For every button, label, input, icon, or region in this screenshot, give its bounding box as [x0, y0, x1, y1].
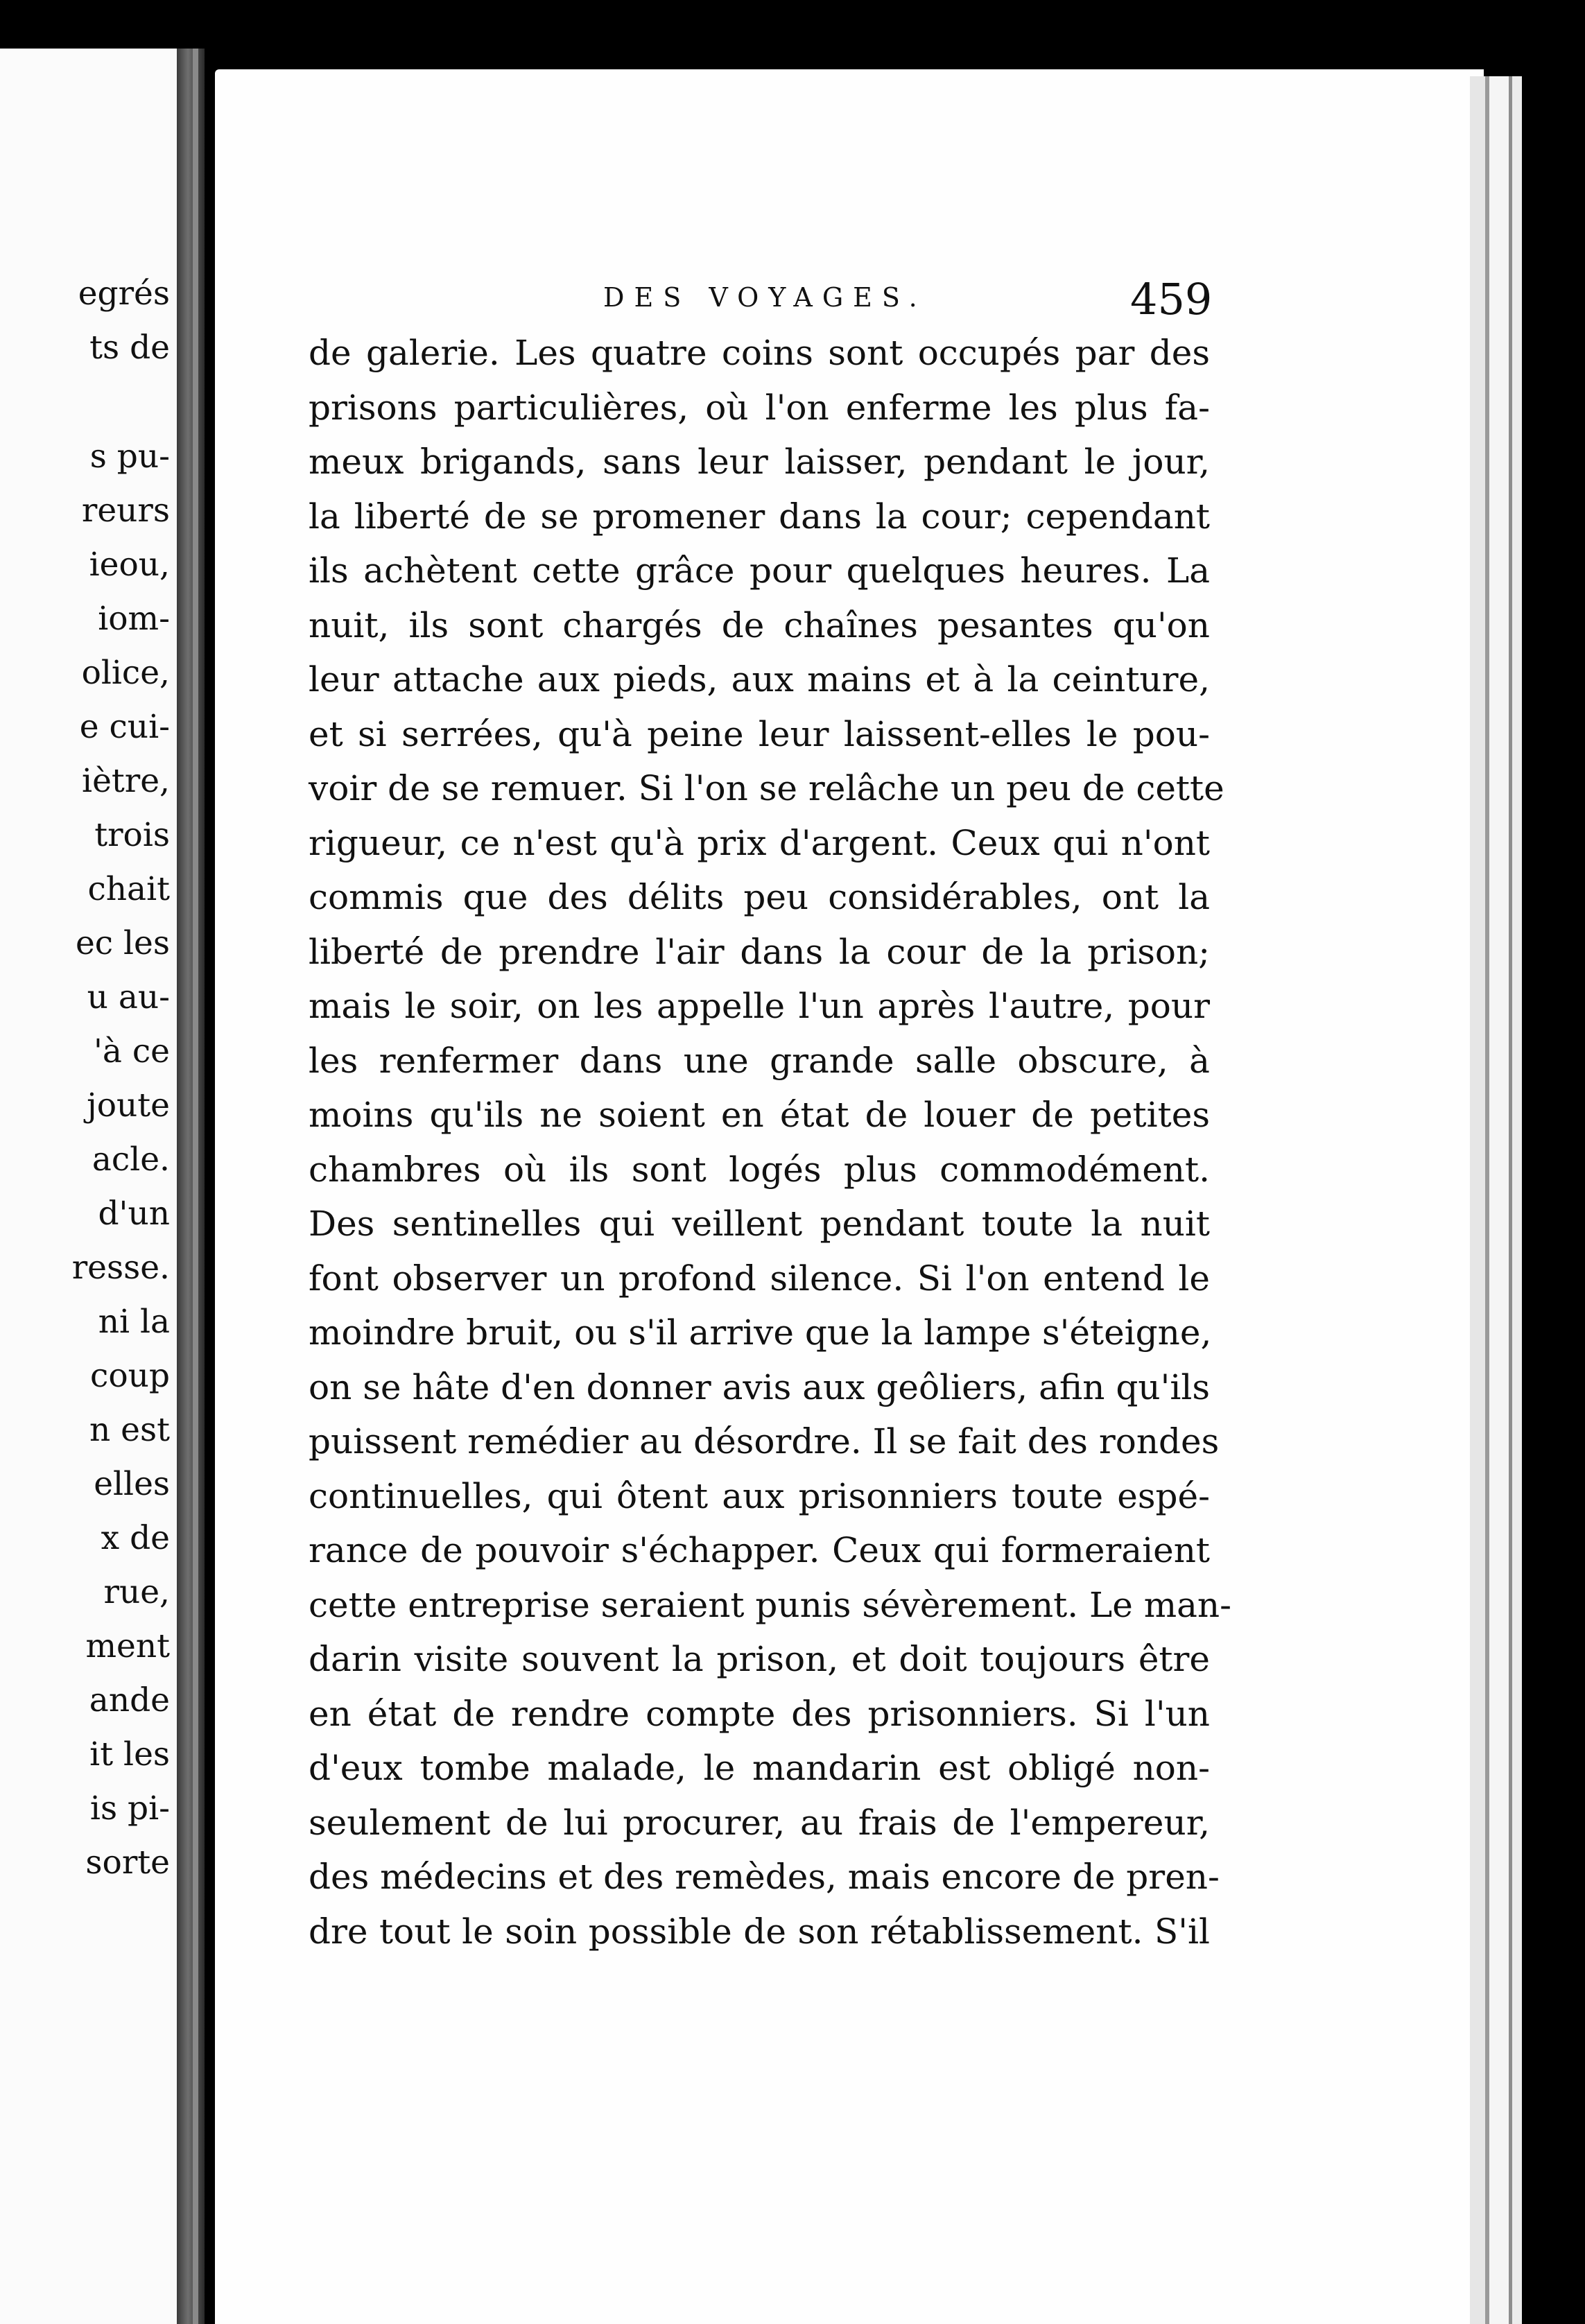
text-line: dre tout le soin possible de son rétablissement. S'il: [309, 1911, 1210, 1952]
text-line: en état de rendre compte des prisonniers. Si l'un: [309, 1693, 1210, 1734]
text-line: darin visite souvent la prison, et doit toujours être: [309, 1639, 1210, 1679]
text-line: meux brigands, sans leur laisser, pendant le jour,: [309, 442, 1210, 482]
facing-page-text-fragment: it les: [89, 1735, 170, 1774]
facing-page-text-fragment: ts de: [89, 329, 170, 367]
facing-page-left: [0, 49, 177, 2324]
facing-page-text-fragment: iom-: [98, 600, 170, 638]
facing-page-text-fragment: ieou,: [89, 546, 170, 584]
text-line: cette entreprise seraient punis sévèrement. Le man-: [309, 1584, 1232, 1625]
facing-page-text-fragment: iètre,: [82, 762, 170, 800]
text-line: puissent remédier au désordre. Il se fait des rondes: [309, 1421, 1220, 1462]
text-line: de galerie. Les quatre coins sont occupés par des: [309, 333, 1210, 373]
running-head: DES VOYAGES.: [603, 282, 927, 313]
facing-page-text-fragment: olice,: [81, 654, 170, 692]
text-line: liberté de prendre l'air dans la cour de la prison;: [309, 931, 1210, 972]
text-line: on se hâte d'en donner avis aux geôliers, afin qu'ils: [309, 1367, 1210, 1407]
text-line: Des sentinelles qui veillent pendant toute la nuit: [309, 1204, 1210, 1244]
body-text: [309, 326, 1232, 1959]
facing-page-text-fragment: e cui-: [79, 708, 170, 746]
facing-page-text-fragment: reurs: [81, 492, 170, 530]
text-line: leur attache aux pieds, aux mains et à la ceinture,: [309, 659, 1210, 700]
facing-page-text-fragment: rue,: [103, 1573, 170, 1611]
facing-page-text-fragment: ni la: [98, 1303, 170, 1341]
facing-page-text-fragment: chait: [87, 870, 170, 908]
text-line: moindre bruit, ou s'il arrive que la lampe s'éteigne,: [309, 1312, 1212, 1353]
text-line: rigueur, ce n'est qu'à prix d'argent. Ceux qui n'ont: [309, 822, 1210, 863]
page-edge: [1489, 76, 1509, 2324]
text-line: et si serrées, qu'à peine leur laissent-elles le pou-: [309, 713, 1210, 754]
facing-page-text-fragment: joute: [87, 1086, 170, 1125]
text-line: moins qu'ils ne soient en état de louer de petites: [309, 1095, 1210, 1135]
facing-page-text-fragment: acle.: [92, 1141, 170, 1179]
text-line: commis que des délits peu considérables, ont la: [309, 877, 1210, 917]
page-header: [309, 274, 1213, 329]
facing-page-text-fragment: 'à ce: [93, 1032, 170, 1070]
text-line: font observer un profond silence. Si l'on entend le: [309, 1258, 1210, 1299]
facing-page-text-fragment: trois: [94, 816, 170, 854]
text-line: les renfermer dans une grande salle obscure, à: [309, 1040, 1210, 1081]
text-line: rance de pouvoir s'échapper. Ceux qui formeraient: [309, 1530, 1210, 1570]
text-line: mais le soir, on les appelle l'un après l'autre, pour: [309, 986, 1210, 1026]
facing-page-text-fragment: n est: [89, 1411, 170, 1449]
facing-page-text-fragment: ande: [89, 1681, 170, 1719]
page-number: 459: [1130, 274, 1213, 324]
text-line: prisons particulières, où l'on enferme les plus fa-: [309, 387, 1210, 428]
text-line: la liberté de se promener dans la cour; cependant: [309, 496, 1210, 537]
facing-page-text-fragment: is pi-: [89, 1789, 170, 1828]
facing-page-text-fragment: elles: [94, 1465, 170, 1503]
text-line: ils achètent cette grâce pour quelques heures. La: [309, 550, 1210, 591]
facing-page-text-fragment: ec les: [75, 924, 170, 962]
text-line: chambres où ils sont logés plus commodément.: [309, 1149, 1210, 1190]
facing-page-text-fragment: ment: [85, 1627, 170, 1665]
facing-page-text-fragment: d'un: [98, 1195, 170, 1233]
text-line: nuit, ils sont chargés de chaînes pesantes qu'on: [309, 605, 1210, 645]
gutter-highlight: [193, 49, 198, 2324]
text-line: voir de se remuer. Si l'on se relâche un peu de cette: [309, 768, 1224, 808]
text-line: des médecins et des remèdes, mais encore de pren-: [309, 1857, 1220, 1897]
page-edge: [1470, 76, 1485, 2324]
book-gutter: [177, 49, 205, 2324]
facing-page-text-fragment: resse.: [71, 1249, 170, 1287]
facing-page-text-fragment: s pu-: [89, 437, 170, 476]
facing-page-text-fragment: sorte: [85, 1844, 170, 1882]
page-edge: [1512, 76, 1522, 2324]
facing-page-text-fragment: u au-: [87, 978, 170, 1016]
text-line: d'eux tombe malade, le mandarin est obligé non-: [309, 1748, 1210, 1788]
text-line: seulement de lui procurer, au frais de l'empereur,: [309, 1802, 1210, 1843]
facing-page-text-fragment: x de: [101, 1519, 170, 1557]
text-line: continuelles, qui ôtent aux prisonniers toute espé-: [309, 1475, 1210, 1516]
facing-page-text-fragment: coup: [90, 1357, 170, 1395]
facing-page-text-fragment: egrés: [78, 275, 170, 313]
